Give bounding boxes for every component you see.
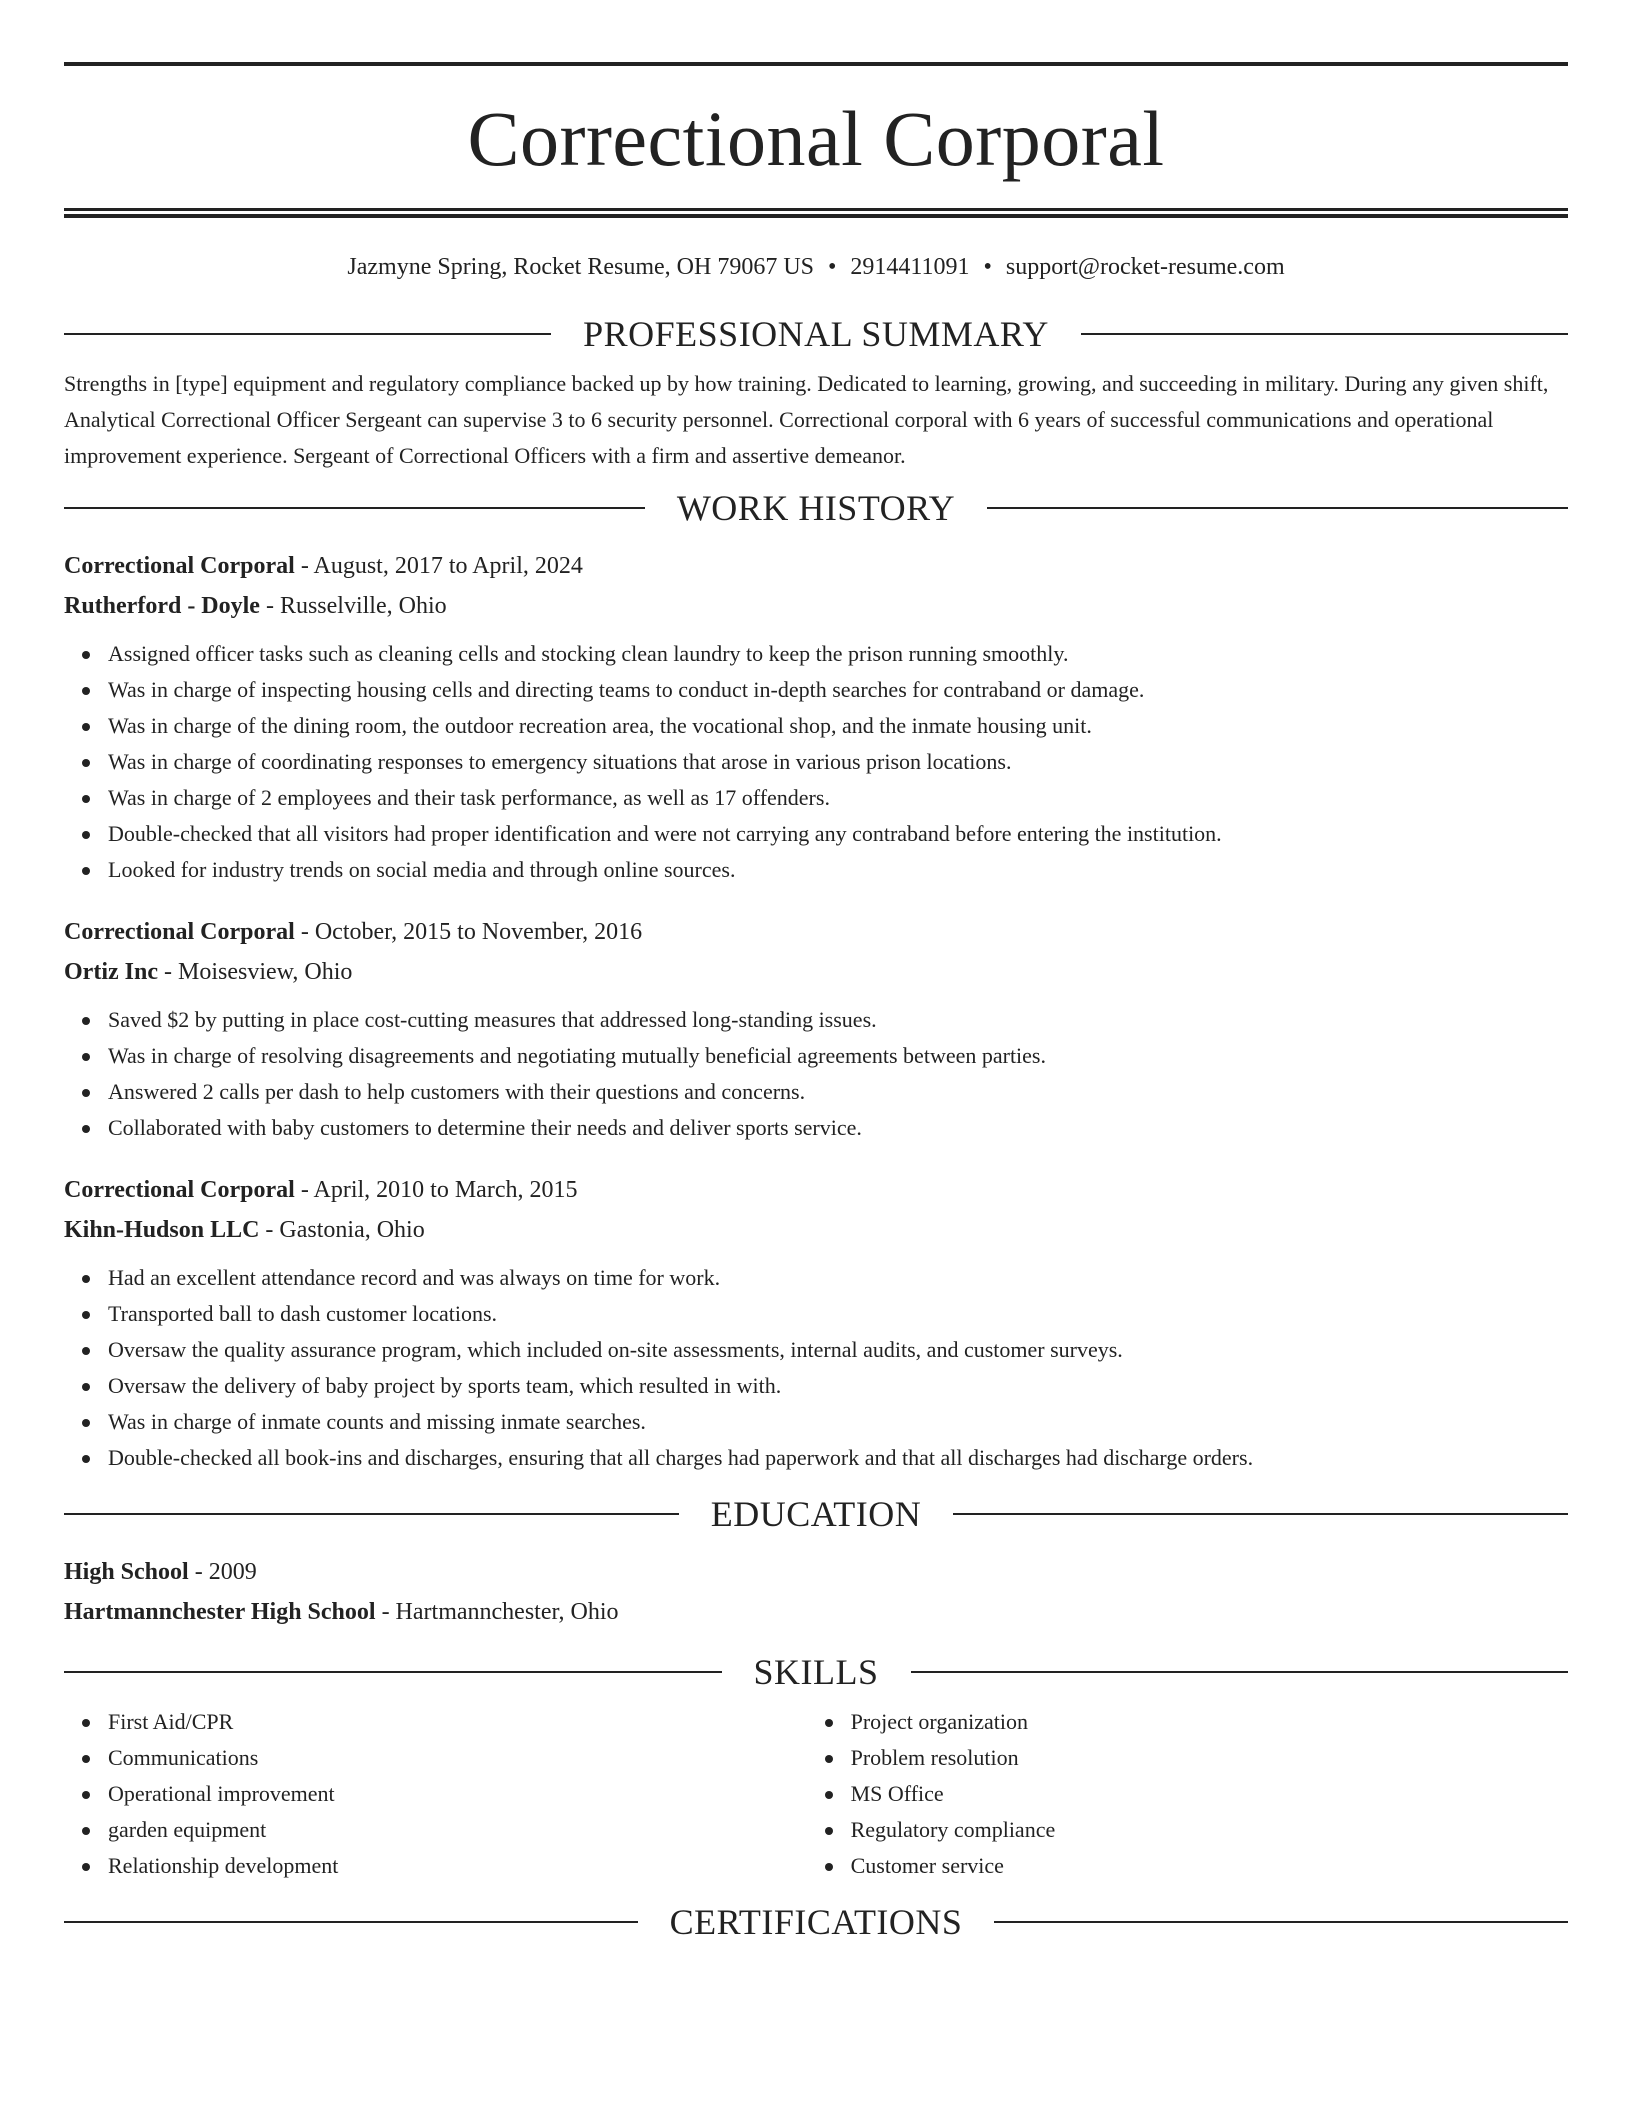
education-school-line — [64, 1592, 1568, 1632]
section-rule — [987, 507, 1568, 509]
section-rule — [953, 1513, 1568, 1515]
list-item: Collaborated with baby customers to determine their needs and deliver sports service. — [108, 1110, 1568, 1146]
job-title-line — [64, 546, 1568, 586]
section-title: EDUCATION — [710, 1494, 922, 1534]
education-degree: High School — [64, 1559, 189, 1585]
top-rule — [64, 62, 1568, 66]
summary-text: Strengths in [type] equipment and regulatory compliance backed up by how training. Dedicated to learning, growing, and succeeding in military. During any given shift, Analytical Correctional Officer Sergeant can supervise 3 to 6 security personnel. Correctional corporal with 6 years of successful communications and operational improvement experience. Sergeant of Correctional Officers with a firm and assertive demeanor. — [64, 371, 1549, 468]
list-item: Double-checked that all visitors had proper identification and were not carrying any contraband before entering the institution. — [108, 816, 1568, 852]
skill-item: Communications — [108, 1740, 807, 1776]
education-entry — [64, 1552, 1568, 1632]
section-title: PROFESSIONAL SUMMARY — [583, 314, 1049, 354]
job-entry — [64, 912, 1568, 1146]
section-rule — [64, 1671, 722, 1673]
job-company-line — [64, 1210, 1568, 1250]
contact-phone: 2914411091 — [850, 254, 970, 280]
section-title: SKILLS — [753, 1652, 879, 1692]
list-item: Answered 2 calls per dash to help customers with their questions and concerns. — [108, 1074, 1568, 1110]
job-dates: - October, 2015 to November, 2016 — [294, 919, 643, 945]
list-item: Oversaw the quality assurance program, which included on-site assessments, internal audits, and customer surveys. — [108, 1332, 1568, 1368]
job-location: - Moisesview, Ohio — [157, 959, 353, 985]
job-title: Correctional Corporal — [64, 919, 295, 945]
skill-item: Relationship development — [108, 1848, 807, 1884]
job-company-line — [64, 586, 1568, 626]
job-company: Rutherford - Doyle — [64, 593, 260, 619]
section-rule — [994, 1921, 1568, 1923]
section-rule — [64, 1513, 679, 1515]
resume-page — [64, 0, 1568, 1944]
list-item: Looked for industry trends on social media and through online sources. — [108, 852, 1568, 888]
job-bullets — [64, 636, 1568, 888]
job-company-line — [64, 952, 1568, 992]
list-item: Double-checked all book-ins and discharges, ensuring that all charges had paperwork and that all discharges had discharge orders. — [108, 1440, 1568, 1476]
job-entry — [64, 546, 1568, 888]
list-item: Was in charge of the dining room, the outdoor recreation area, the vocational shop, and the inmate housing unit. — [108, 708, 1568, 744]
job-title: Correctional Corporal — [64, 1177, 295, 1203]
job-bullets — [64, 1260, 1568, 1476]
section-rule — [64, 1921, 638, 1923]
list-item: Was in charge of coordinating responses to emergency situations that arose in various prison locations. — [108, 744, 1568, 780]
skill-item: Regulatory compliance — [851, 1812, 1568, 1848]
education-location: - Hartmannchester, Ohio — [375, 1599, 619, 1625]
contact-email[interactable]: support@rocket-resume.com — [1005, 254, 1285, 280]
skill-item: Problem resolution — [851, 1740, 1568, 1776]
section-title: WORK HISTORY — [676, 488, 956, 528]
section-header-summary — [64, 312, 1568, 356]
job-bullets — [64, 1002, 1568, 1146]
section-header-certifications — [64, 1900, 1568, 1944]
list-item: Had an excellent attendance record and was always on time for work. — [108, 1260, 1568, 1296]
list-item: Was in charge of inmate counts and missing inmate searches. — [108, 1404, 1568, 1440]
job-company: Kihn-Hudson LLC — [64, 1217, 260, 1243]
job-entry — [64, 1170, 1568, 1476]
skills-list-left — [64, 1704, 807, 1884]
job-company: Ortiz Inc — [64, 959, 158, 985]
list-item: Was in charge of inspecting housing cells and directing teams to conduct in-depth searches for contraband or damage. — [108, 672, 1568, 708]
contact-separator: • — [983, 254, 992, 280]
skills-columns — [64, 1704, 1568, 1884]
job-location: - Gastonia, Ohio — [259, 1217, 425, 1243]
skill-item: Customer service — [851, 1848, 1568, 1884]
list-item: Was in charge of 2 employees and their task performance, as well as 17 offenders. — [108, 780, 1568, 816]
list-item: Oversaw the delivery of baby project by sports team, which resulted in with. — [108, 1368, 1568, 1404]
skills-list-right — [807, 1704, 1568, 1884]
skill-item: Project organization — [851, 1704, 1568, 1740]
skill-item: First Aid/CPR — [108, 1704, 807, 1740]
skill-item: MS Office — [851, 1776, 1568, 1812]
contact-separator: • — [828, 254, 837, 280]
section-rule — [911, 1671, 1569, 1673]
job-title-line — [64, 1170, 1568, 1210]
section-rule — [64, 333, 551, 335]
section-rule — [1081, 333, 1568, 335]
list-item: Transported ball to dash customer locations. — [108, 1296, 1568, 1332]
job-title-line — [64, 912, 1568, 952]
education-year: - 2009 — [188, 1559, 257, 1585]
job-dates: - August, 2017 to April, 2024 — [294, 553, 583, 579]
section-header-skills — [64, 1650, 1568, 1694]
list-item: Was in charge of resolving disagreements and negotiating mutually beneficial agreements between parties. — [108, 1038, 1568, 1074]
education-degree-line — [64, 1552, 1568, 1592]
candidate-name: Correctional Corporal — [467, 95, 1165, 182]
education-school: Hartmannchester High School — [64, 1599, 376, 1625]
list-item: Assigned officer tasks such as cleaning cells and stocking clean laundry to keep the prison running smoothly. — [108, 636, 1568, 672]
list-item: Saved $2 by putting in place cost-cutting measures that addressed long-standing issues. — [108, 1002, 1568, 1038]
contact-address: Jazmyne Spring, Rocket Resume, OH 79067 US — [347, 254, 814, 280]
job-dates: - April, 2010 to March, 2015 — [294, 1177, 578, 1203]
job-title: Correctional Corporal — [64, 553, 295, 579]
section-title: CERTIFICATIONS — [669, 1902, 963, 1942]
skill-item: Operational improvement — [108, 1776, 807, 1812]
job-location: - Russelville, Ohio — [259, 593, 447, 619]
header-double-rule — [64, 208, 1568, 218]
contact-line — [64, 252, 1568, 282]
section-rule — [64, 507, 645, 509]
section-header-work — [64, 486, 1568, 530]
skill-item: garden equipment — [108, 1812, 807, 1848]
section-header-education — [64, 1492, 1568, 1536]
